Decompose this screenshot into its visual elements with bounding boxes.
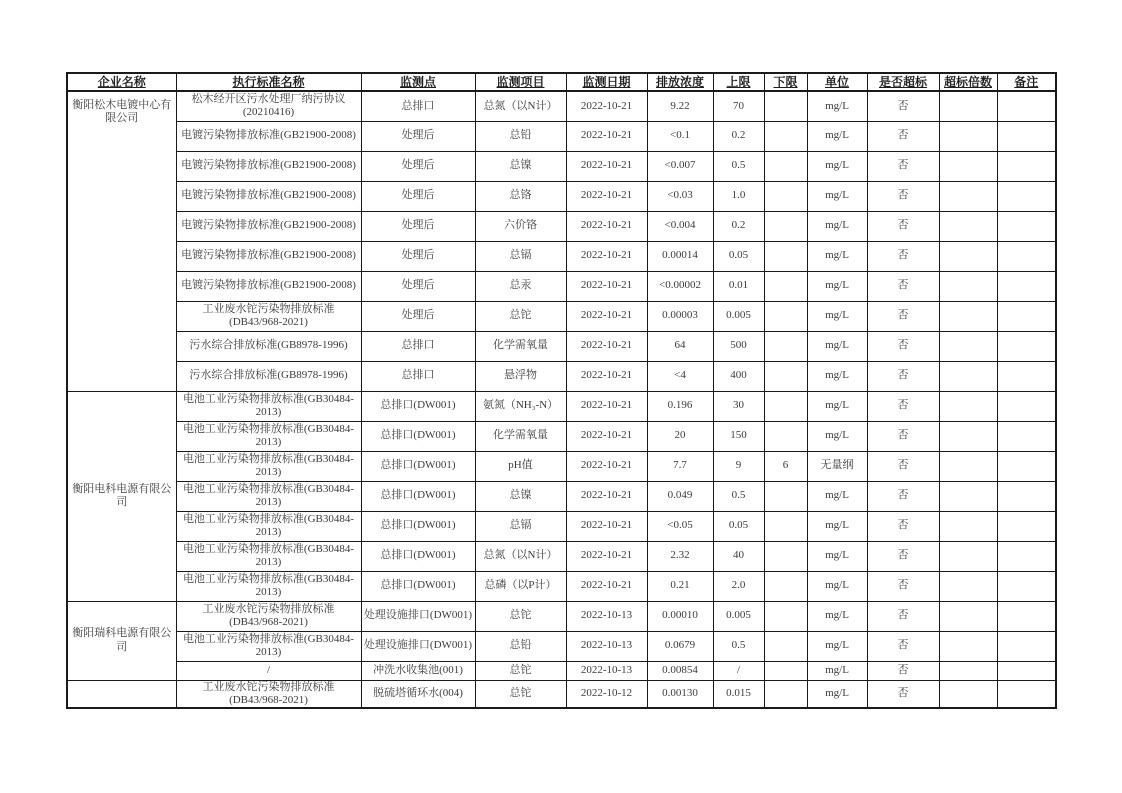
upper-cell: 150 [713, 421, 764, 451]
point-cell: 处理后 [361, 121, 475, 151]
item-cell: 总铅 [475, 631, 566, 661]
upper-cell: 500 [713, 331, 764, 361]
lower-cell [764, 331, 807, 361]
multiple-cell [939, 121, 997, 151]
point-cell: 处理后 [361, 151, 475, 181]
remark-cell [997, 91, 1056, 121]
upper-cell: 0.5 [713, 631, 764, 661]
lower-cell [764, 511, 807, 541]
column-header-point: 监测点 [361, 73, 475, 91]
concentration-cell: 7.7 [647, 451, 713, 481]
standard-cell: 工业废水铊污染物排放标准(DB43/968-2021) [176, 680, 361, 708]
unit-cell: mg/L [807, 481, 867, 511]
upper-cell: 0.01 [713, 271, 764, 301]
concentration-cell: 9.22 [647, 91, 713, 121]
exceeded-cell: 否 [867, 241, 939, 271]
column-header-company: 企业名称 [67, 73, 176, 91]
unit-cell: mg/L [807, 391, 867, 421]
remark-cell [997, 511, 1056, 541]
point-cell: 处理后 [361, 181, 475, 211]
table-row [67, 451, 1056, 481]
table-row [67, 241, 1056, 271]
table-row [67, 541, 1056, 571]
unit-cell: mg/L [807, 421, 867, 451]
table-row [67, 211, 1056, 241]
multiple-cell [939, 421, 997, 451]
lower-cell [764, 301, 807, 331]
item-cell: 总铬 [475, 181, 566, 211]
point-cell: 冲洗水收集池(001) [361, 661, 475, 680]
concentration-cell: 0.00130 [647, 680, 713, 708]
column-header-exceeded: 是否超标 [867, 73, 939, 91]
table-row [67, 511, 1056, 541]
standard-cell: 电池工业污染物排放标准(GB30484-2013) [176, 511, 361, 541]
date-cell: 2022-10-21 [566, 571, 647, 601]
date-cell: 2022-10-21 [566, 181, 647, 211]
concentration-cell: <0.03 [647, 181, 713, 211]
table-row [67, 91, 1056, 121]
standard-cell: 电池工业污染物排放标准(GB30484-2013) [176, 541, 361, 571]
item-cell: 总镉 [475, 511, 566, 541]
upper-cell: 0.5 [713, 151, 764, 181]
company-name-cell: 衡阳电科电源有限公司 [67, 391, 176, 601]
concentration-cell: 64 [647, 331, 713, 361]
multiple-cell [939, 301, 997, 331]
remark-cell [997, 631, 1056, 661]
table-row [67, 601, 1056, 631]
unit-cell: mg/L [807, 331, 867, 361]
multiple-cell [939, 271, 997, 301]
table-row [67, 121, 1056, 151]
item-cell: 总铊 [475, 301, 566, 331]
remark-cell [997, 181, 1056, 211]
item-cell: 总镍 [475, 481, 566, 511]
multiple-cell [939, 481, 997, 511]
remark-cell [997, 541, 1056, 571]
date-cell: 2022-10-21 [566, 271, 647, 301]
multiple-cell [939, 331, 997, 361]
point-cell: 总排口(DW001) [361, 541, 475, 571]
remark-cell [997, 361, 1056, 391]
date-cell: 2022-10-21 [566, 331, 647, 361]
standard-cell: 污水综合排放标准(GB8978-1996) [176, 361, 361, 391]
item-cell: 化学需氧量 [475, 421, 566, 451]
date-cell: 2022-10-21 [566, 421, 647, 451]
unit-cell: mg/L [807, 271, 867, 301]
column-header-standard: 执行标准名称 [176, 73, 361, 91]
lower-cell [764, 391, 807, 421]
concentration-cell: <0.1 [647, 121, 713, 151]
upper-cell: 0.05 [713, 511, 764, 541]
date-cell: 2022-10-21 [566, 481, 647, 511]
date-cell: 2022-10-21 [566, 241, 647, 271]
table-row [67, 271, 1056, 301]
header-row [67, 73, 1056, 91]
standard-cell: 电镀污染物排放标准(GB21900-2008) [176, 181, 361, 211]
unit-cell: mg/L [807, 601, 867, 631]
table-row [67, 421, 1056, 451]
lower-cell [764, 421, 807, 451]
upper-cell: 1.0 [713, 181, 764, 211]
date-cell: 2022-10-13 [566, 631, 647, 661]
upper-cell: 2.0 [713, 571, 764, 601]
unit-cell: mg/L [807, 301, 867, 331]
upper-cell: 0.005 [713, 601, 764, 631]
point-cell: 处理设施排口(DW001) [361, 601, 475, 631]
exceeded-cell: 否 [867, 421, 939, 451]
date-cell: 2022-10-21 [566, 121, 647, 151]
unit-cell: mg/L [807, 121, 867, 151]
lower-cell [764, 661, 807, 680]
upper-cell: / [713, 661, 764, 680]
lower-cell [764, 541, 807, 571]
upper-cell: 0.2 [713, 121, 764, 151]
standard-cell: 电池工业污染物排放标准(GB30484-2013) [176, 631, 361, 661]
item-cell: 氨氮（NH₃-N） [475, 391, 566, 421]
column-header-lower-limit: 下限 [764, 73, 807, 91]
unit-cell: mg/L [807, 571, 867, 601]
table-row [67, 181, 1056, 211]
lower-cell: 6 [764, 451, 807, 481]
exceeded-cell: 否 [867, 271, 939, 301]
date-cell: 2022-10-12 [566, 680, 647, 708]
upper-cell: 30 [713, 391, 764, 421]
lower-cell [764, 361, 807, 391]
multiple-cell [939, 241, 997, 271]
point-cell: 总排口(DW001) [361, 571, 475, 601]
exceeded-cell: 否 [867, 541, 939, 571]
lower-cell [764, 181, 807, 211]
concentration-cell: 0.196 [647, 391, 713, 421]
item-cell: pH值 [475, 451, 566, 481]
exceeded-cell: 否 [867, 361, 939, 391]
unit-cell: mg/L [807, 661, 867, 680]
date-cell: 2022-10-13 [566, 661, 647, 680]
concentration-cell: 20 [647, 421, 713, 451]
unit-cell: mg/L [807, 541, 867, 571]
remark-cell [997, 121, 1056, 151]
standard-cell: 电镀污染物排放标准(GB21900-2008) [176, 241, 361, 271]
table-row [67, 391, 1056, 421]
unit-cell: 无量纲 [807, 451, 867, 481]
concentration-cell: <0.004 [647, 211, 713, 241]
date-cell: 2022-10-21 [566, 211, 647, 241]
item-cell: 总镉 [475, 241, 566, 271]
date-cell: 2022-10-21 [566, 301, 647, 331]
lower-cell [764, 91, 807, 121]
standard-cell: / [176, 661, 361, 680]
lower-cell [764, 481, 807, 511]
lower-cell [764, 571, 807, 601]
column-header-date: 监测日期 [566, 73, 647, 91]
point-cell: 处理后 [361, 211, 475, 241]
standard-cell: 电镀污染物排放标准(GB21900-2008) [176, 271, 361, 301]
unit-cell: mg/L [807, 181, 867, 211]
table-row [67, 331, 1056, 361]
standard-cell: 电镀污染物排放标准(GB21900-2008) [176, 151, 361, 181]
point-cell: 总排口(DW001) [361, 511, 475, 541]
item-cell: 总磷（以P计） [475, 571, 566, 601]
remark-cell [997, 271, 1056, 301]
multiple-cell [939, 601, 997, 631]
table-row [67, 301, 1056, 331]
column-header-concentration: 排放浓度 [647, 73, 713, 91]
remark-cell [997, 391, 1056, 421]
remark-cell [997, 151, 1056, 181]
table-row [67, 481, 1056, 511]
remark-cell [997, 241, 1056, 271]
exceeded-cell: 否 [867, 571, 939, 601]
company-name-cell [67, 680, 176, 708]
column-header-unit: 单位 [807, 73, 867, 91]
upper-cell: 400 [713, 361, 764, 391]
table-row [67, 661, 1056, 680]
remark-cell [997, 680, 1056, 708]
multiple-cell [939, 151, 997, 181]
item-cell: 总铊 [475, 601, 566, 631]
multiple-cell [939, 451, 997, 481]
point-cell: 总排口(DW001) [361, 481, 475, 511]
company-name-cell: 衡阳瑞科电源有限公司 [67, 601, 176, 680]
concentration-cell: 0.049 [647, 481, 713, 511]
date-cell: 2022-10-21 [566, 541, 647, 571]
lower-cell [764, 241, 807, 271]
unit-cell: mg/L [807, 680, 867, 708]
standard-cell: 污水综合排放标准(GB8978-1996) [176, 331, 361, 361]
lower-cell [764, 631, 807, 661]
date-cell: 2022-10-21 [566, 361, 647, 391]
multiple-cell [939, 511, 997, 541]
point-cell: 总排口 [361, 361, 475, 391]
item-cell: 总汞 [475, 271, 566, 301]
standard-cell: 电镀污染物排放标准(GB21900-2008) [176, 121, 361, 151]
upper-cell: 0.05 [713, 241, 764, 271]
standard-cell: 工业废水铊污染物排放标准(DB43/968-2021) [176, 301, 361, 331]
multiple-cell [939, 571, 997, 601]
point-cell: 总排口(DW001) [361, 421, 475, 451]
concentration-cell: <0.05 [647, 511, 713, 541]
multiple-cell [939, 211, 997, 241]
upper-cell: 0.005 [713, 301, 764, 331]
unit-cell: mg/L [807, 631, 867, 661]
remark-cell [997, 571, 1056, 601]
column-header-remark: 备注 [997, 73, 1056, 91]
multiple-cell [939, 391, 997, 421]
unit-cell: mg/L [807, 151, 867, 181]
standard-cell: 工业废水铊污染物排放标准(DB43/968-2021) [176, 601, 361, 631]
concentration-cell: 0.00854 [647, 661, 713, 680]
exceeded-cell: 否 [867, 631, 939, 661]
remark-cell [997, 661, 1056, 680]
remark-cell [997, 211, 1056, 241]
standard-cell: 松木经开区污水处理厂纳污协议(20210416) [176, 91, 361, 121]
standard-cell: 电池工业污染物排放标准(GB30484-2013) [176, 391, 361, 421]
table-row [67, 631, 1056, 661]
unit-cell: mg/L [807, 91, 867, 121]
exceeded-cell: 否 [867, 481, 939, 511]
exceeded-cell: 否 [867, 331, 939, 361]
lower-cell [764, 601, 807, 631]
remark-cell [997, 451, 1056, 481]
multiple-cell [939, 91, 997, 121]
point-cell: 脱硫塔循环水(004) [361, 680, 475, 708]
date-cell: 2022-10-21 [566, 391, 647, 421]
table-row [67, 571, 1056, 601]
lower-cell [764, 121, 807, 151]
date-cell: 2022-10-21 [566, 91, 647, 121]
exceeded-cell: 否 [867, 181, 939, 211]
remark-cell [997, 601, 1056, 631]
point-cell: 处理后 [361, 241, 475, 271]
standard-cell: 电池工业污染物排放标准(GB30484-2013) [176, 421, 361, 451]
standard-cell: 电池工业污染物排放标准(GB30484-2013) [176, 451, 361, 481]
item-cell: 悬浮物 [475, 361, 566, 391]
concentration-cell: 0.00003 [647, 301, 713, 331]
unit-cell: mg/L [807, 511, 867, 541]
remark-cell [997, 421, 1056, 451]
multiple-cell [939, 680, 997, 708]
item-cell: 总氮（以N计） [475, 541, 566, 571]
company-name-cell: 衡阳松木电镀中心有限公司 [67, 91, 176, 391]
point-cell: 总排口(DW001) [361, 451, 475, 481]
exceeded-cell: 否 [867, 661, 939, 680]
item-cell: 总镍 [475, 151, 566, 181]
concentration-cell: 2.32 [647, 541, 713, 571]
exceeded-cell: 否 [867, 511, 939, 541]
point-cell: 总排口 [361, 91, 475, 121]
exceeded-cell: 否 [867, 391, 939, 421]
lower-cell [764, 211, 807, 241]
exceeded-cell: 否 [867, 601, 939, 631]
date-cell: 2022-10-21 [566, 451, 647, 481]
lower-cell [764, 151, 807, 181]
item-cell: 六价铬 [475, 211, 566, 241]
table-row [67, 151, 1056, 181]
upper-cell: 0.015 [713, 680, 764, 708]
table-body [67, 91, 1056, 708]
exceeded-cell: 否 [867, 680, 939, 708]
exceeded-cell: 否 [867, 121, 939, 151]
standard-cell: 电镀污染物排放标准(GB21900-2008) [176, 211, 361, 241]
table-row [67, 680, 1056, 708]
concentration-cell: 0.00014 [647, 241, 713, 271]
upper-cell: 40 [713, 541, 764, 571]
multiple-cell [939, 541, 997, 571]
concentration-cell: <0.00002 [647, 271, 713, 301]
multiple-cell [939, 661, 997, 680]
point-cell: 总排口(DW001) [361, 391, 475, 421]
concentration-cell: 0.21 [647, 571, 713, 601]
remark-cell [997, 481, 1056, 511]
item-cell: 总氮（以N计） [475, 91, 566, 121]
monitoring-results-table [66, 72, 1057, 709]
concentration-cell: <0.007 [647, 151, 713, 181]
exceeded-cell: 否 [867, 451, 939, 481]
concentration-cell: <4 [647, 361, 713, 391]
exceeded-cell: 否 [867, 91, 939, 121]
multiple-cell [939, 631, 997, 661]
column-header-item: 监测项目 [475, 73, 566, 91]
item-cell: 化学需氧量 [475, 331, 566, 361]
point-cell: 处理后 [361, 271, 475, 301]
date-cell: 2022-10-21 [566, 511, 647, 541]
upper-cell: 0.2 [713, 211, 764, 241]
lower-cell [764, 680, 807, 708]
lower-cell [764, 271, 807, 301]
date-cell: 2022-10-21 [566, 151, 647, 181]
column-header-multiple: 超标倍数 [939, 73, 997, 91]
standard-cell: 电池工业污染物排放标准(GB30484-2013) [176, 481, 361, 511]
upper-cell: 0.5 [713, 481, 764, 511]
unit-cell: mg/L [807, 211, 867, 241]
item-cell: 总铊 [475, 661, 566, 680]
exceeded-cell: 否 [867, 211, 939, 241]
remark-cell [997, 301, 1056, 331]
concentration-cell: 0.0679 [647, 631, 713, 661]
multiple-cell [939, 181, 997, 211]
standard-cell: 电池工业污染物排放标准(GB30484-2013) [176, 571, 361, 601]
table-row [67, 361, 1056, 391]
upper-cell: 9 [713, 451, 764, 481]
exceeded-cell: 否 [867, 151, 939, 181]
remark-cell [997, 331, 1056, 361]
exceeded-cell: 否 [867, 301, 939, 331]
upper-cell: 70 [713, 91, 764, 121]
item-cell: 总铅 [475, 121, 566, 151]
point-cell: 总排口 [361, 331, 475, 361]
concentration-cell: 0.00010 [647, 601, 713, 631]
item-cell: 总铊 [475, 680, 566, 708]
date-cell: 2022-10-13 [566, 601, 647, 631]
point-cell: 处理后 [361, 301, 475, 331]
unit-cell: mg/L [807, 241, 867, 271]
point-cell: 处理设施排口(DW001) [361, 631, 475, 661]
unit-cell: mg/L [807, 361, 867, 391]
column-header-upper-limit: 上限 [713, 73, 764, 91]
multiple-cell [939, 361, 997, 391]
